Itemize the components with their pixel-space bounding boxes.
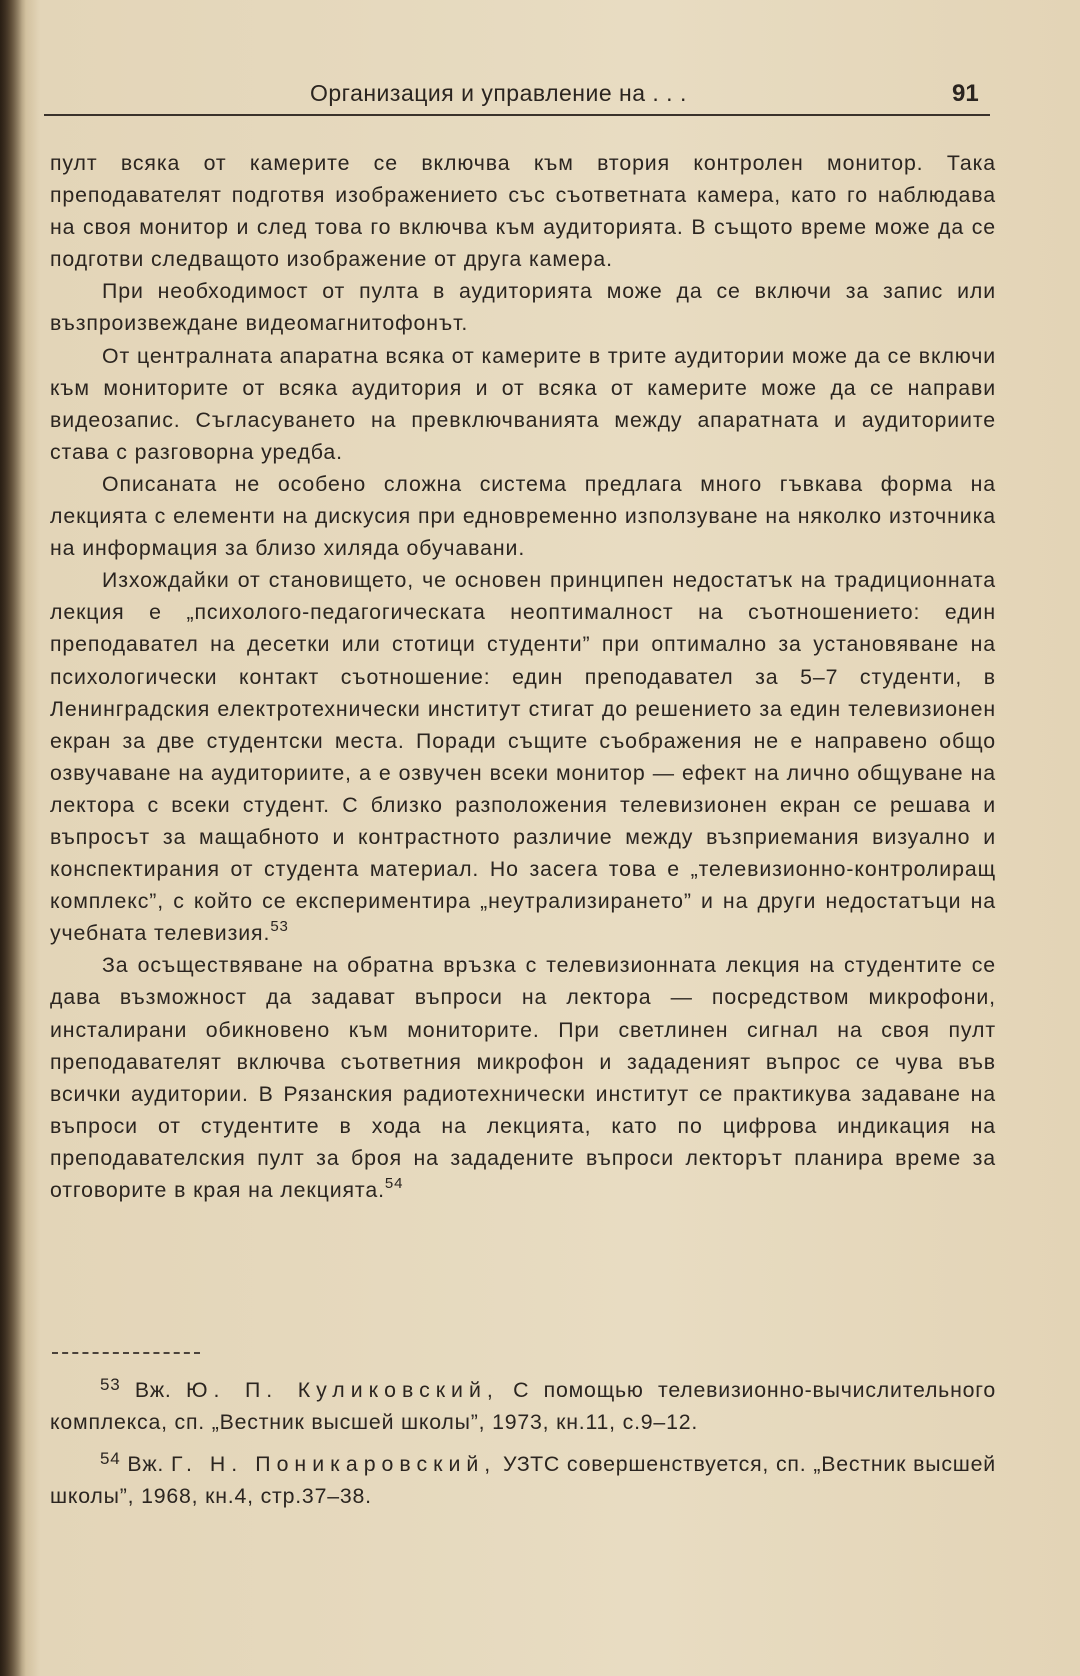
footnote-53 bbox=[50, 1374, 996, 1438]
paragraph-5 bbox=[50, 564, 996, 949]
footnote-number: 54 bbox=[100, 1449, 121, 1468]
paragraph-2: При необходимост от пулта в аудиторията може да се включи за запис или възпроизвеждане видеомагнитофонът. bbox=[50, 279, 996, 336]
footnote-prefix: Вж. bbox=[134, 1378, 172, 1402]
footnote-ref-53[interactable]: 53 bbox=[270, 918, 289, 936]
page-header bbox=[44, 78, 990, 116]
page-number: 91 bbox=[952, 80, 979, 107]
footnote-author: Г. Н. Поникаровский, bbox=[171, 1452, 497, 1476]
running-title: Организация и управление на . . . bbox=[310, 80, 687, 106]
footnote-54 bbox=[50, 1448, 996, 1512]
paragraph-3: От централната апаратна всяка от камерите в трите аудитории може да се включи към мониторите от всяка аудитория и от всяка от камерите може да се направи видеозапис. Съгласуването на превключванията между апаратната и аудиториите става с разговорна уредба. bbox=[50, 343, 996, 464]
paragraph-4: Описаната не особено сложна система предлага много гъвкава форма на лекцията с елементи на дискусия при едновременно използуване на няколко източника на информация за близо хиляда обучавани. bbox=[50, 471, 996, 561]
book-spine-shadow bbox=[0, 0, 26, 1676]
footnotes bbox=[50, 1374, 996, 1522]
footnote-separator bbox=[52, 1352, 200, 1354]
footnote-ref-54[interactable]: 54 bbox=[384, 1175, 404, 1192]
footnote-text: УЗТС совершенствуется, сп. „Вестник высшей школы”, 1968, кн.4, стр.37–38. bbox=[50, 1452, 996, 1508]
paragraph-6 bbox=[50, 949, 996, 1206]
footnote-author: Ю. П. Куликовский, bbox=[185, 1378, 499, 1402]
footnote-prefix: Вж. bbox=[127, 1452, 165, 1476]
paragraph-6-text: За осъществяване на обратна връзка с телевизионната лекция на студентите се дава възможност да задават въпроси на лектора — посредством микрофони, инсталирани обикновено към мониторите. При светлинен сигнал на своя пулт преподавателят включва съответния микрофон и зададеният въпрос се чува във всички аудитории. В Рязанския радиотехнически институт се практикува задаване на въпроси от студентите в хода на лекцията, като по цифрова индикация на преподавателския пулт за броя на зададените въпроси лекторът планира време за отговорите в края на лекцията. bbox=[50, 953, 996, 1202]
body-text bbox=[50, 147, 996, 1206]
paragraph-1: пулт всяка от камерите се включва към втория контролен монитор. Така преподавателят подготвя изображението със съответната камера, като го наблюдава на своя монитор и след това го включва към аудиторията. В същото време може да се подготви следващото изображение от друга камера. bbox=[50, 151, 996, 272]
footnote-number: 53 bbox=[100, 1375, 121, 1394]
footnote-text: С помощью телевизионно-вычислительного комплекса, сп. „Вестник высшей школы”, 1973, кн.11, с.9–12. bbox=[50, 1378, 997, 1434]
paragraph-5-text: Изхождайки от становището, че основен принципен недостатък на традиционната лекция е „психолого-педагогическата неоптималност на съотношението: един преподавател на десетки или стотици студенти” при оптимално за установяване на психологически контакт съотношение: един преподавател за 5–7 студенти, в Ленинградския електротехнически институт стигат до решението за един телевизионен екран за две студентски места. Поради същите съображения не е направено общо озвучаване на аудиториите, а е озвучен всеки монитор — ефект на лично общуване на лектора с всеки студент. С близко разположения телевизионен екран се решава и въпросът за мащабното и контрастното различие между възприемания визуално и конспектирания от студента материал. Но засега това е „телевизионно-контролиращ комплекс”, с който се експериментира „неутрализирането” и на други недостатъци на учебната телевизия. bbox=[50, 568, 996, 946]
